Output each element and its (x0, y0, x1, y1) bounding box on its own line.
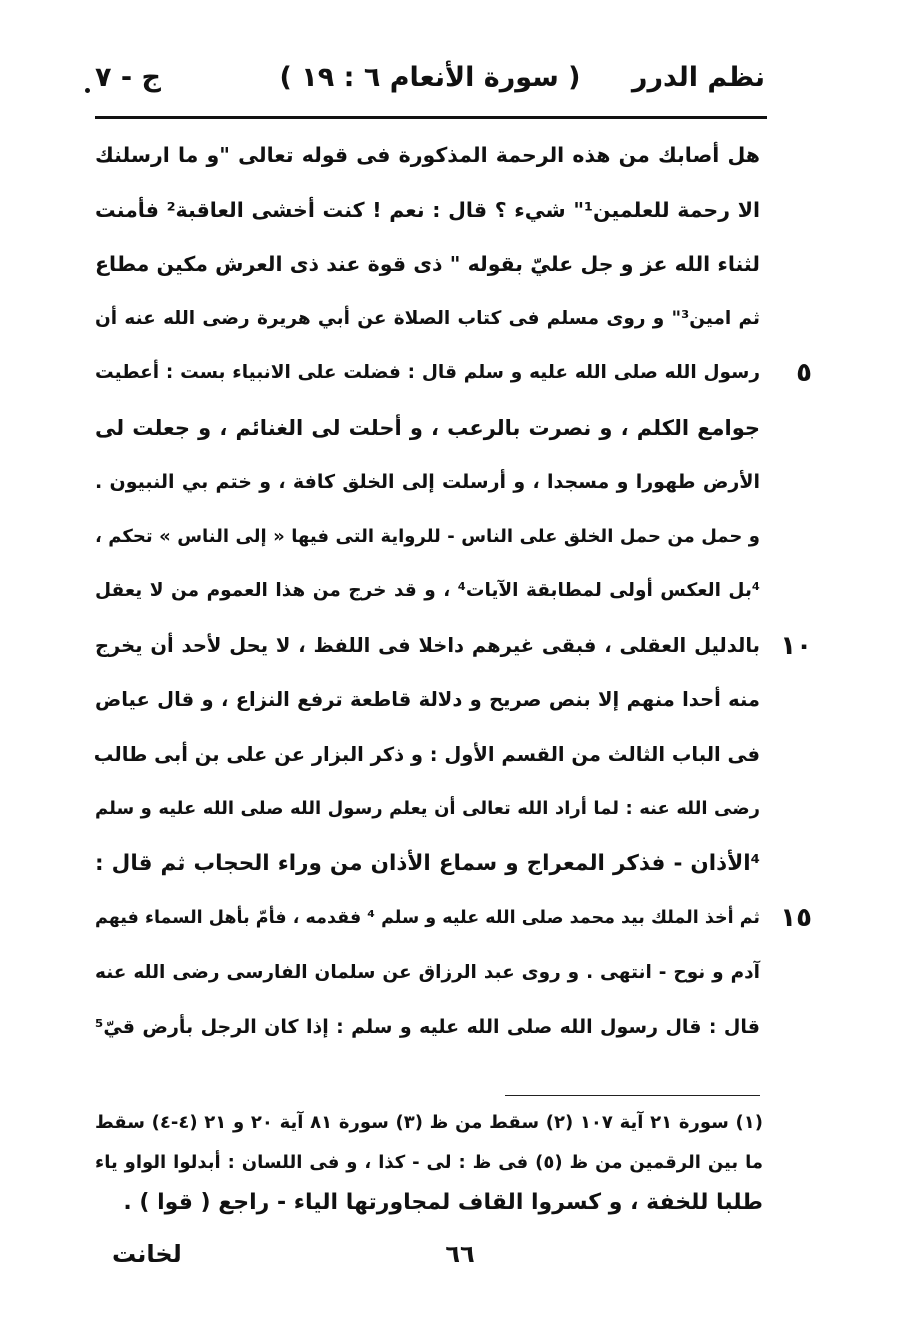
book-title: نظم الدرر (631, 62, 765, 93)
footnote-line: طلبا للخفة ، و كسروا القاف لمجاورتها الياء - راجع ( قوا ) . (123, 1190, 763, 1215)
text-line (95, 401, 760, 456)
text-line (95, 1000, 760, 1055)
text-line (95, 782, 760, 837)
line-number: ١٠ (780, 630, 812, 661)
text-line (95, 128, 760, 183)
line-text: و حمل من حمل الخلق على الناس - للرواية التى فيها « إلى الناس » تحكم ، (95, 525, 760, 547)
running-header (95, 62, 765, 112)
text-line (95, 619, 812, 674)
footnotes (95, 1103, 763, 1223)
line-text: الأرض طهورا و مسجدا ، و أرسلت إلى الخلق كافة ، و ختم بي النبيون . (95, 471, 760, 493)
line-text: آدم و نوح - انتهى . و روى عبد الرزاق عن سلمان الفارسى رضى الله عنه (95, 961, 760, 983)
footnote-line: (١) سورة ٢١ آية ١٠٧ (٢) سقط من ظ (٣) سورة ٨١ آية ٢٠ و ٢١ (٤-٤) سقط (95, 1112, 764, 1133)
volume-label: ج - ٧ (95, 62, 161, 93)
line-text: قال : قال رسول الله صلى الله عليه و سلم : إذا كان الرجل بأرض قيّ⁵ (95, 1016, 760, 1038)
header-rule (95, 116, 767, 119)
text-line (95, 837, 760, 892)
line-text: بالدليل العقلى ، فبقى غيرهم داخلا فى اللفظ ، لا يحل لأحد أن يخرج (95, 633, 760, 657)
line-text: ثم أخذ الملك بيد محمد صلى الله عليه و سلم ⁴ فقدمه ، فأمّ بأهل السماء فيهم (95, 908, 760, 928)
main-text (93, 128, 812, 1055)
text-line (95, 237, 760, 292)
line-text: فى الباب الثالث من القسم الأول : و ذكر البزار عن على بن أبى طالب (93, 742, 760, 766)
text-line (95, 946, 760, 1001)
line-text: رضى الله عنه : لما أراد الله تعالى أن يعلم رسول الله صلى الله عليه و سلم (95, 798, 760, 819)
line-text: ⁴بل العكس أولى لمطابقة الآيات⁴ ، و قد خرج من هذا العموم من لا يعقل (95, 580, 760, 601)
text-line (95, 728, 760, 783)
line-text: جوامع الكلم ، و نصرت بالرعب ، و أحلت لى الغنائم ، و جعلت لى (95, 415, 760, 440)
line-text: ثم امين³" و روى مسلم فى كتاب الصلاة عن أبي هريرة رضى الله عنه أن (95, 307, 760, 329)
line-text: الا رحمة للعلمين¹" شيء ؟ قال : نعم ! كنت أخشى العاقبة² فأمنت (95, 197, 760, 222)
footnote-rule (505, 1095, 760, 1096)
line-text: لثناء الله عز و جل عليّ بقوله " ذى قوة عند ذى العرش مكين مطاع (95, 252, 760, 276)
line-number: ١٥ (780, 903, 812, 933)
text-line (95, 183, 760, 238)
page-number: ٦٦ (445, 1240, 475, 1268)
text-line (95, 292, 760, 347)
text-line (95, 564, 760, 619)
surah-reference: ( سورة الأنعام ٦ : ١٩ ) (279, 62, 581, 93)
line-number: ٥ (796, 358, 812, 388)
line-text: رسول الله صلى الله عليه و سلم قال : فضلت على الانبياء بست : أعطيت (95, 362, 760, 383)
line-text: منه أحدا منهم إلا بنص صريح و دلالة قاطعة ترفع النزاع ، و قال عياض (95, 688, 760, 711)
text-line (95, 346, 812, 401)
line-text: هل أصابك من هذه الرحمة المذكورة فى قوله تعالى "و ما ارسلنك (95, 143, 760, 167)
ink-speck (85, 88, 90, 93)
text-line (95, 673, 760, 728)
text-line (95, 891, 812, 946)
footnote-line: ما بين الرقمين من ظ (٥) فى ظ : لى - كذا ، و فى اللسان : أبدلوا الواو ياء (95, 1152, 763, 1173)
text-line (95, 455, 760, 510)
signature-mark: لخانت (112, 1240, 182, 1268)
line-text: ⁴الأذان - فذكر المعراج و سماع الأذان من وراء الحجاب ثم قال : (95, 850, 760, 876)
text-line (95, 510, 760, 565)
